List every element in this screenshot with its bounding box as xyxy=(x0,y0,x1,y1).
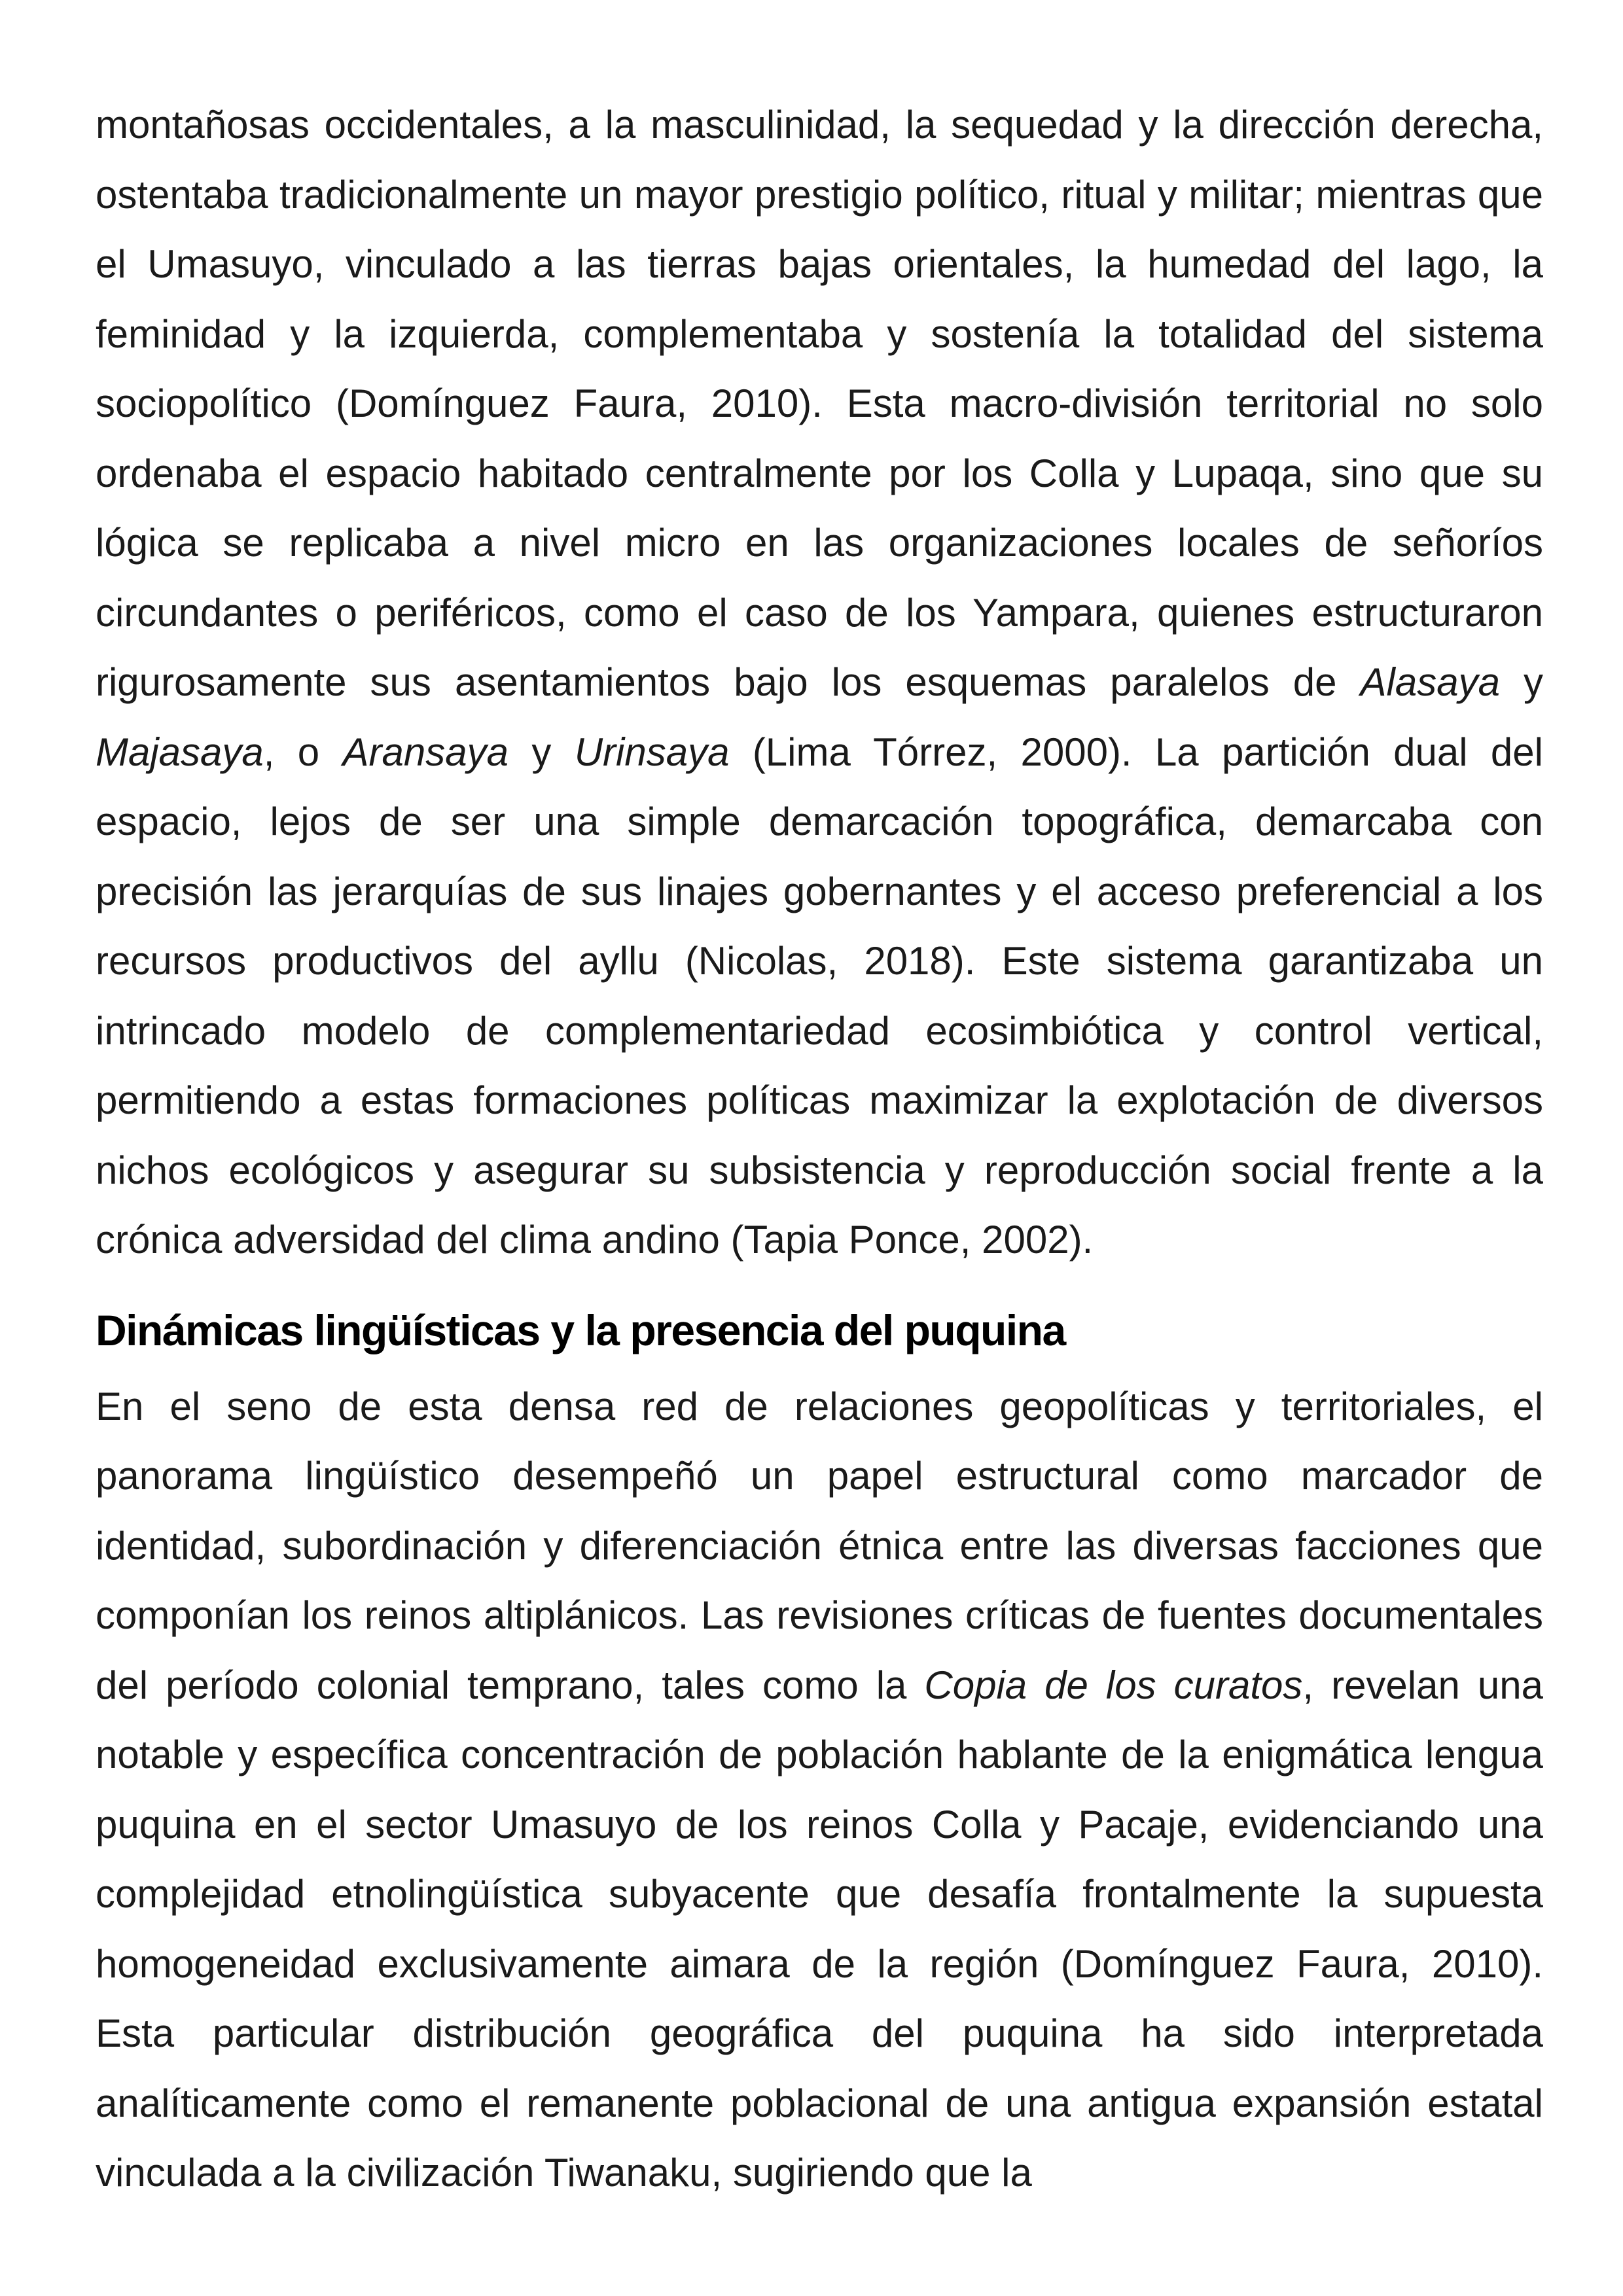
italic-term: Urinsaya xyxy=(574,730,730,774)
paragraph-text: , o xyxy=(263,730,343,774)
italic-title: Copia de los curatos xyxy=(924,1663,1303,1707)
paragraph-text: (Lima Tórrez, 2000). La partición dual del espacio, lejos de ser una simple demarcación topográfica, demarcaba con precisión las jerarquías de sus linajes gobernantes y el acceso preferencial a los recursos productivos del ayllu (Nicolas, 2018). Este sistema garantizaba un intrincado modelo de complementariedad ecosimbiótica y control vertical, permitiendo a estas formaciones políticas maximizar la explotación de diversos nichos ecológicos y asegurar su subsistencia y reproducción social frente a la crónica adversidad del clima andino (Tapia Ponce, 2002). xyxy=(96,730,1544,1262)
paragraph-text: y xyxy=(1499,660,1543,704)
paragraph-text: , revelan una notable y específica concentración de población hablante de la enigmática lengua puquina en el sector Umasuyo de los reinos Colla y Pacaje, evidenciando una complejidad etnolingüística subyacente que desafía frontalmente la supuesta homogeneidad exclusivamente aimara de la región (Domínguez Faura, 2010). Esta particular distribución geográfica del puquina ha sido interpretada analíticamente como el remanente poblacional de una antigua expansión estatal vinculada a la civilización Tiwanaku, sugiriendo que la xyxy=(96,1663,1543,2195)
document-page xyxy=(96,90,1543,2208)
italic-term: Alasaya xyxy=(1360,660,1500,704)
paragraph-text: montañosas occidentales, a la masculinidad, la sequedad y la dirección derecha, ostentaba tradicionalmente un mayor prestigio político, ritual y militar; mientras que el Umasuyo, vinculado a las tierras bajas orientales, la humedad del lago, la feminidad y la izquierda, complementaba y sostenía la totalidad del sistema sociopolítico (Domínguez Faura, 2010). Esta macro-división territorial no solo ordenaba el espacio habitado centralmente por los Colla y Lupaqa, sino que su lógica se replicaba a nivel micro en las organizaciones locales de señoríos circundantes o periféricos, como el caso de los Yampara, quienes estructuraron rigurosamente sus asentamientos bajo los esquemas paralelos de xyxy=(96,103,1543,704)
paragraph-text: y xyxy=(508,730,575,774)
body-paragraph xyxy=(96,90,1543,1275)
italic-term: Aransaya xyxy=(342,730,509,774)
italic-term: Majasaya xyxy=(96,730,264,774)
paragraph-text: En el seno de esta densa red de relaciones geopolíticas y territoriales, el panorama lingüístico desempeñó un papel estructural como marcador de identidad, subordinación y diferenciación étnica entre las diversas facciones que componían los reinos altiplánicos. Las revisiones críticas de fuentes documentales del período colonial temprano, tales como la xyxy=(96,1384,1543,1707)
section-heading: Dinámicas lingüísticas y la presencia del puquina xyxy=(96,1305,1065,1354)
body-paragraph xyxy=(96,1372,1543,2208)
